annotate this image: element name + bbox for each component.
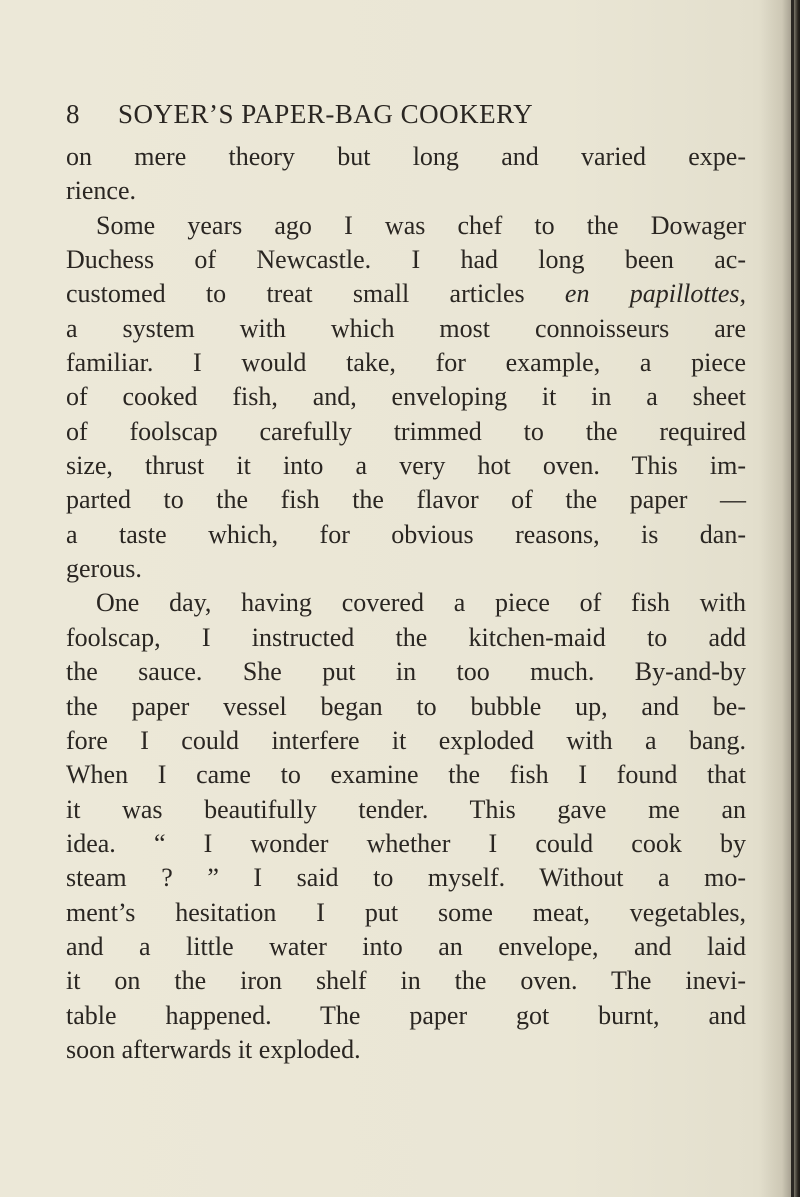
page-edge-shadow	[760, 0, 800, 1197]
text-line: Some years ago I was chef to the Dowager	[96, 210, 746, 240]
text-line: size, thrust it into a very hot oven. This im-	[66, 451, 746, 481]
text-line: and a little water into an envelope, and laid	[66, 931, 746, 961]
text-line: the sauce. She put in too much. By-and-by	[66, 657, 746, 687]
text-line: rience.	[66, 176, 137, 206]
text-line: familiar. I would take, for example, a piece	[66, 348, 746, 378]
page-header	[66, 99, 746, 139]
text-line: steam ? ” I said to myself. Without a mo-	[66, 863, 746, 893]
text-line: it on the iron shelf in the oven. The inevi-	[66, 966, 746, 996]
text-line: table happened. The paper got burnt, and	[66, 1000, 746, 1030]
text-line: a taste which, for obvious reasons, is dan-	[66, 519, 746, 549]
text-line: a system with which most connoisseurs are	[66, 313, 746, 343]
italic-phrase: en papillottes,	[564, 279, 747, 309]
text-line: fore I could interfere it exploded with a bang.	[66, 725, 746, 755]
page-edge-rule	[791, 0, 794, 1197]
text-line: of foolscap carefully trimmed to the required	[66, 416, 746, 446]
text-line: parted to the fish the flavor of the paper —	[66, 485, 746, 515]
text-line: One day, having covered a piece of fish with	[96, 588, 746, 618]
text-line: it was beautifully tender. This gave me an	[66, 794, 746, 824]
text-line	[66, 277, 746, 311]
text-line: When I came to examine the fish I found that	[66, 760, 746, 790]
text-line: of cooked fish, and, enveloping it in a sheet	[66, 382, 746, 412]
text-line: ment’s hesitation I put some meat, vegetables,	[66, 897, 746, 927]
text-line: idea. “ I wonder whether I could cook by	[66, 828, 746, 858]
text-segment: customed to treat small articles	[66, 279, 525, 309]
body-text	[66, 140, 746, 1067]
running-head: SOYER’S PAPER-BAG COOKERY	[118, 99, 534, 129]
page-number: 8	[66, 99, 80, 129]
text-line: foolscap, I instructed the kitchen-maid to add	[66, 622, 746, 652]
text-line: the paper vessel began to bubble up, and be-	[66, 691, 746, 721]
text-line: Duchess of Newcastle. I had long been ac-	[66, 245, 746, 275]
text-line: gerous.	[66, 554, 142, 584]
text-line: soon afterwards it exploded.	[66, 1034, 361, 1064]
text-line: on mere theory but long and varied expe-	[66, 142, 746, 171]
